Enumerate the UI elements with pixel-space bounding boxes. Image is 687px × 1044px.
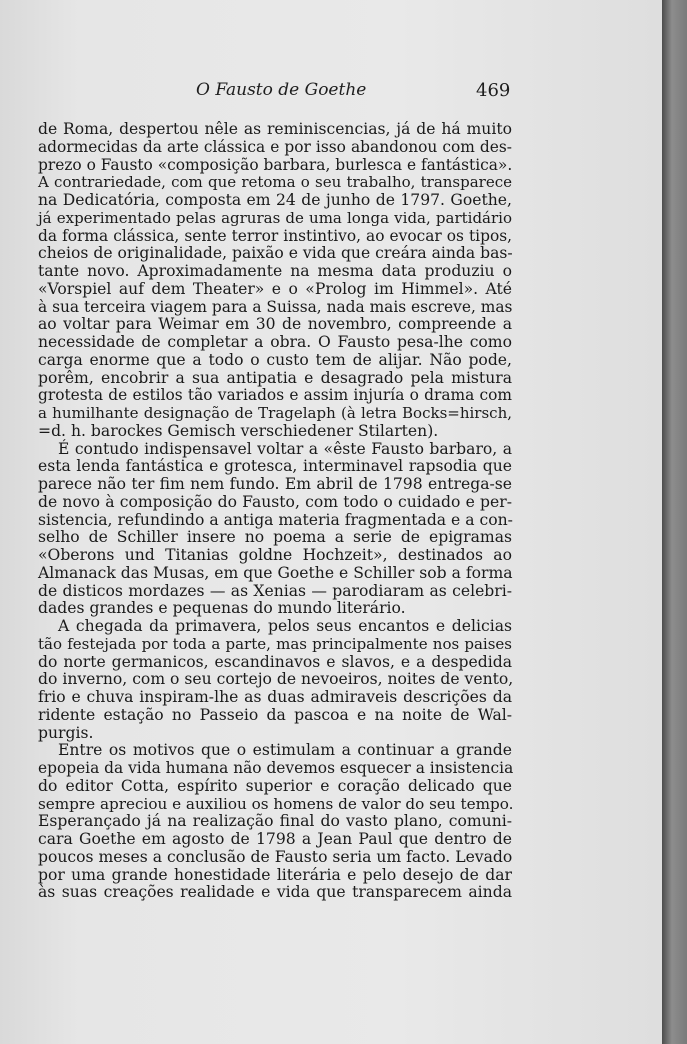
text-line: A chegada da primavera, pelos seus encantos e delicias <box>58 617 512 635</box>
text-line: «Vorspiel auf dem Theater» e o «Prolog im Himmel». Até <box>38 279 512 298</box>
text-line: Entre os motivos que o estimulam a continuar a grande <box>58 741 512 760</box>
text-line: à sua terceira viagem para a Suissa, nada mais escreve, mas <box>38 297 513 316</box>
text-line: selho de Schiller insere no poema a serie de epigramas <box>38 528 512 547</box>
text-line: =d. h. barockes Gemisch verschiedener Stilarten). <box>38 421 439 440</box>
page-header <box>0 80 662 106</box>
page-number: 469 <box>476 80 511 101</box>
body-text <box>38 121 512 902</box>
text-line: adormecidas da arte clássica e por isso abandonou com des- <box>38 137 512 156</box>
text-line: ao voltar para Weimar em 30 de novembro, compreende a <box>38 315 512 334</box>
text-line: cara Goethe em agosto de 1798 a Jean Paul que dentro de <box>38 830 512 848</box>
text-line: poucos meses a conclusão de Fausto seria um facto. Levado <box>38 847 513 866</box>
text-line: sempre apreciou e auxiliou os homens de valor do seu tempo. <box>38 794 514 813</box>
text-line: É contudo indispensavel voltar a «êste Fausto barbaro, a <box>58 439 512 458</box>
text-line: do norte germanicos, escandinavos e slavos, e a despedida <box>38 652 512 671</box>
text-line: na Dedicatória, composta em 24 de junho de 1797. Goethe, <box>38 191 512 209</box>
running-title: O Fausto de Goethe <box>196 80 367 100</box>
text-line: de novo à composição do Fausto, com todo o cuidado e per- <box>38 492 512 511</box>
text-line: grotesta de estilos tão variados e assim injuría o drama com <box>38 386 512 405</box>
text-line: esta lenda fantástica e grotesca, interminavel rapsodia que <box>38 457 512 476</box>
text-line: parece não ter fim nem fundo. Em abril de 1798 entrega-se <box>38 475 512 493</box>
text-line: Almanack das Musas, em que Goethe e Schiller sob a forma <box>38 563 513 582</box>
text-line: já experimentado pelas agruras de uma longa vida, partidário <box>38 208 512 227</box>
text-line: prezo o Fausto «composição barbara, burlesca e fantástica». <box>38 155 513 174</box>
text-line: ridente estação no Passeio da pascoa e na noite de Wal- <box>38 705 512 724</box>
text-line: Esperançado já na realização final do vasto plano, comuni- <box>38 812 512 831</box>
text-line: epopeia da vida humana não devemos esquecer a insistencia <box>38 759 514 777</box>
text-line: de disticos mordazes — as Xenias — parodiaram as celebri- <box>38 581 512 600</box>
text-line: dades grandes e pequenas do mundo literário. <box>38 599 406 618</box>
text-line: tão festejada por toda a parte, mas principalmente nos paises <box>38 634 512 653</box>
text-line: carga enorme que a todo o custo tem de alijar. Não pode, <box>38 350 512 369</box>
text-line: porêm, encobrir a sua antipatia e desagrado pela mistura <box>38 368 512 387</box>
text-line: sistencia, refundindo a antiga materia fragmentada e a con- <box>38 510 513 529</box>
text-line: cheios de originalidade, paixão e vida que creára ainda bas- <box>38 244 513 263</box>
text-line: a humilhante designação de Tragelaph (à letra Bocks=hirsch, <box>38 404 512 422</box>
text-line: necessidade de completar a obra. O Fausto pesa-lhe como <box>38 333 512 351</box>
text-line: de Roma, despertou nêle as reminiscencias, já de há muito <box>38 120 512 138</box>
text-line: do editor Cotta, espírito superior e coração delicado que <box>38 776 512 795</box>
text-line: frio e chuva inspiram-lhe as duas admiraveis descrições da <box>38 688 512 706</box>
text-line: tante novo. Aproximadamente na mesma data produziu o <box>38 262 512 280</box>
text-line: da forma clássica, sente terror instintivo, ao evocar os tipos, <box>38 226 512 245</box>
text-line: às suas creações realidade e vida que transparecem ainda <box>38 883 512 902</box>
text-line: purgis. <box>38 723 94 742</box>
text-line: do inverno, com o seu cortejo de nevoeiros, noites de vento, <box>38 670 514 689</box>
text-line: por uma grande honestidade literária e pelo desejo de dar <box>38 865 512 884</box>
text-line: A contrariedade, com que retoma o seu trabalho, transparece <box>38 173 512 192</box>
text-line: «Oberons und Titanias goldne Hochzeit», destinados ao <box>38 546 512 564</box>
page-edge-shadow <box>662 0 687 1044</box>
